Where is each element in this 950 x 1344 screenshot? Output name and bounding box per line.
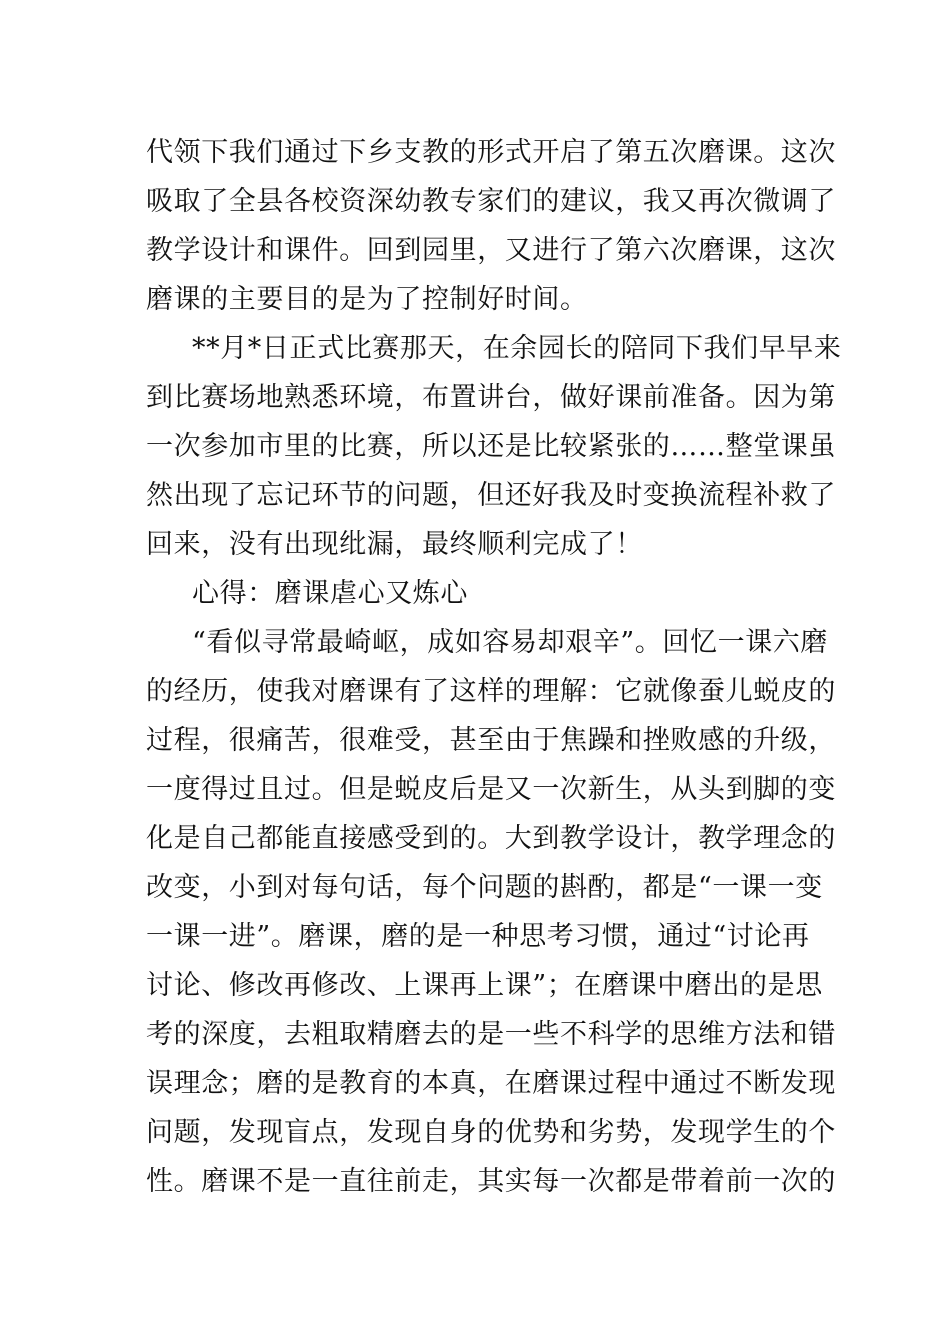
text-line: 回来，没有出现纰漏，最终顺利完成了！ xyxy=(146,529,643,560)
document-body xyxy=(146,128,842,1206)
text-line: 磨课的主要目的是为了控制好时间。 xyxy=(146,284,588,315)
text-line: 代领下我们通过下乡支教的形式开启了第五次磨课。这次 xyxy=(146,137,836,168)
text-line: 过程，很痛苦，很难受，甚至由于焦躁和挫败感的升级， xyxy=(146,725,836,756)
section-heading: 心得：磨课虐心又炼心 xyxy=(192,578,468,609)
text-line: 一次参加市里的比赛，所以还是比较紧张的……整堂课虽 xyxy=(146,431,836,462)
text-line: 化是自己都能直接感受到的。大到教学设计，教学理念的 xyxy=(146,823,836,854)
text-line: 考的深度，去粗取精磨去的是一些不科学的思维方法和错 xyxy=(146,1019,836,1050)
text-line: 问题，发现盲点，发现自身的优势和劣势，发现学生的个 xyxy=(146,1117,836,1148)
text-line: 到比赛场地熟悉环境，布置讲台，做好课前准备。因为第 xyxy=(146,382,836,413)
text-line: 讨论、修改再修改、上课再上课”；在磨课中磨出的是思 xyxy=(146,970,823,1001)
text-line: 改变，小到对每句话，每个问题的斟酌，都是“一课一变 xyxy=(146,872,823,903)
text-line: 教学设计和课件。回到园里，又进行了第六次磨课，这次 xyxy=(146,235,836,266)
text-line: 吸取了全县各校资深幼教专家们的建议，我又再次微调了 xyxy=(146,186,836,217)
paragraph-start-line: **月*日正式比赛那天，在余园长的陪同下我们早早来 xyxy=(192,333,842,364)
text-line: 性。磨课不是一直往前走，其实每一次都是带着前一次的 xyxy=(146,1166,836,1197)
text-line: 的经历，使我对磨课有了这样的理解：它就像蚕儿蜕皮的 xyxy=(146,676,836,707)
text-line: 一课一进”。磨课，磨的是一种思考习惯，通过“讨论再 xyxy=(146,921,810,952)
text-line: 一度得过且过。但是蜕皮后是又一次新生，从头到脚的变 xyxy=(146,774,836,805)
text-line: 然出现了忘记环节的问题，但还好我及时变换流程补救了 xyxy=(146,480,836,511)
text-line: 误理念；磨的是教育的本真，在磨课过程中通过不断发现 xyxy=(146,1068,836,1099)
paragraph-start-line: “看似寻常最崎岖，成如容易却艰辛”。回忆一课六磨 xyxy=(192,627,829,658)
